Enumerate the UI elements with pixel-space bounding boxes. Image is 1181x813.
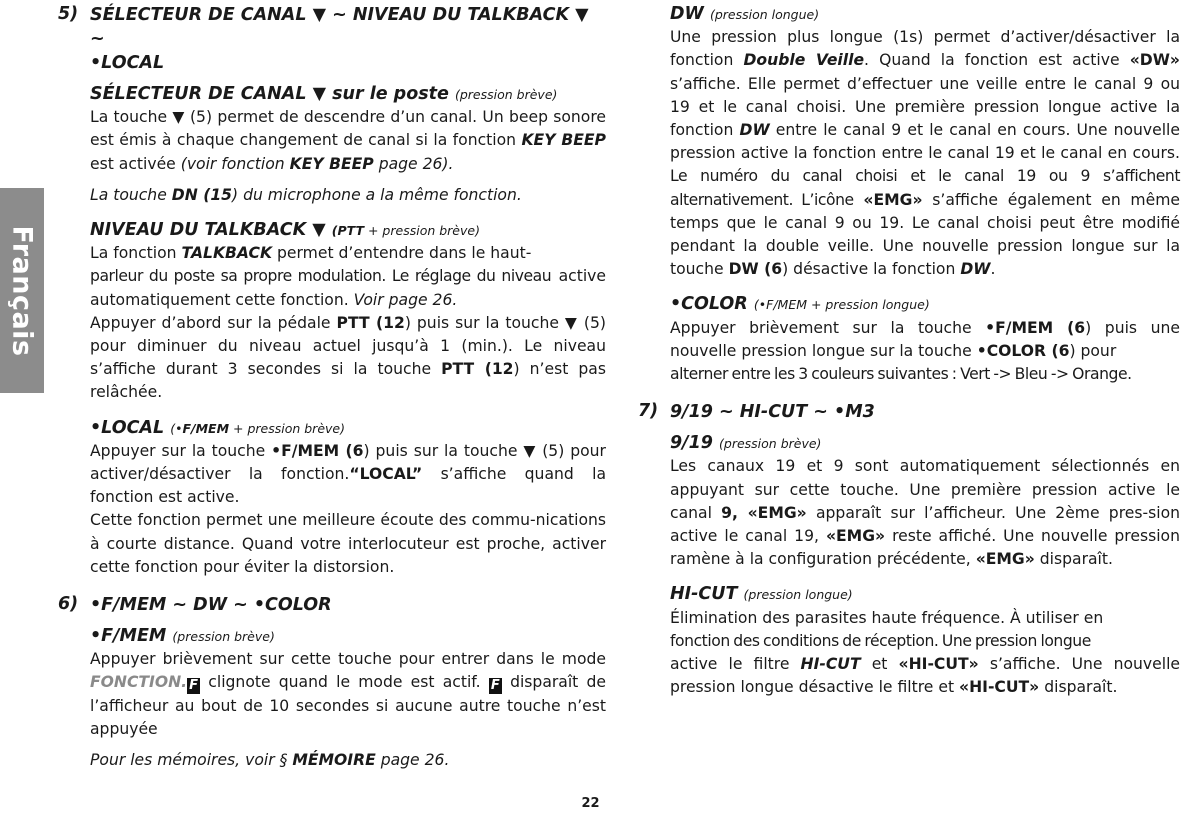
talkback-heading: NIVEAU DU TALKBACK ▼ (PTT + pression brève) (90, 220, 480, 241)
channel-9-19-heading: 9/19 (pression brève) (670, 433, 822, 454)
talkback-ptt-text: Appuyer d’abord sur la pédale PTT (12) puis sur la touche ▼ (5) pour diminuer du niveau actuel jusqu’à 1 (min.). Le niveau s’affiche durant 3 secondes si la touche PTT (12) n’est pas relâchée. (90, 313, 606, 402)
local-heading: •LOCAL (•F/MEM + pression brève) (90, 417, 345, 438)
section-7-number: 7) (638, 401, 659, 422)
section-6-number: 6) (58, 594, 79, 615)
fmem-text: Appuyer brièvement sur cette touche pour entrer dans le mode FONCTION. F clignote quand le mode est actif. F disparaît de l’afficheur au bout de 10 secondes si aucune autre touche n’est appuyée (90, 650, 606, 738)
fmem-memory-note: Pour les mémoires, voir § MÉMOIRE page 26. (90, 751, 450, 770)
channel-selector-text: La touche ▼ (5) permet de descendre d’un canal. Un beep sonore est émis à chaque changement de canal si la fonction KEY BEEP est activée (voir fonction KEY BEEP page 26). (90, 108, 606, 173)
language-tab (0, 188, 44, 393)
dw-text: Une pression plus longue (1s) permet d’activer/désactiver la fonction Double Veille. Quand la fonction est active «DW» s’affiche. Elle permet d’effectuer une veille entre le canal 9 ou 19 et le canal choisi. Une première pression longue active la fonction DW entre le canal 9 et le canal en cours. Une nouvelle pression active la fonction entre le canal 19 et le canal en cours. Le numéro du canal choisi et le canal 19 ou 9 s’affichent alternativement. L’icône «EMG» s’affiche également en même temps que le canal 9 ou 19. Le canal choisi peut être modifié pendant la double veille. Une nouvelle pression longue sur la touche DW (6) désactive la fonction DW. (670, 28, 1180, 279)
section-7 (638, 400, 1180, 699)
section-7-title: 9/19 ~ HI-CUT ~ •M3 (670, 402, 875, 423)
talkback-text: La fonction TALKBACK permet d’entendre dans le haut- parleur du poste sa propre modulation. Le réglage du niveau active automatiquement cette fonction. Voir page 26. (90, 244, 606, 309)
left-column (58, 0, 606, 772)
fmem-heading: •F/MEM (pression brève) (90, 626, 275, 647)
section-5 (58, 3, 606, 579)
channel-9-19-text: Les canaux 19 et 9 sont automatiquement sélectionnés en appuyant sur cette touche. Une première pression active le canal 9, «EMG» apparaît sur l’afficheur. Une 2ème pres-sion active le canal 19, «EMG» reste affiché. Une nouvelle pression ramène à la configuration précédente, «EMG» disparaît. (670, 457, 1180, 569)
channel-selector-heading: SÉLECTEUR DE CANAL ▼ sur le poste (pression brève) (90, 84, 558, 104)
hicut-heading: HI-CUT (pression longue) (670, 584, 853, 605)
section-5-title: SÉLECTEUR DE CANAL ▼ ~ NIVEAU DU TALKBACK ▼ ~ •LOCAL (90, 5, 589, 73)
dw-heading: DW (pression longue) (670, 4, 820, 24)
right-column (638, 0, 1180, 699)
color-heading: •COLOR (•F/MEM + pression longue) (670, 294, 930, 315)
f-indicator-icon: F (489, 678, 502, 694)
page-number: 22 (581, 796, 600, 811)
channel-selector-mic-note: La touche DN (15) du microphone a la même fonction. (90, 185, 522, 204)
language-tab-label: Français (6, 224, 38, 357)
section-6 (58, 593, 606, 772)
color-text: Appuyer brièvement sur la touche •F/MEM (6) puis une nouvelle pression longue sur la touche •COLOR (6) pour alterner entre les 3 couleurs suivantes : Vert -> Bleu -> Orange. (670, 318, 1180, 384)
f-indicator-icon: F (187, 678, 200, 694)
hicut-text: Élimination des parasites haute fréquence. À utiliser en fonction des conditions de réception. Une pression longue active le filtre HI-CUT et «HI-CUT» s’affiche. Une nouvelle pression longue désactive le filtre et «HI-CUT» disparaît. (670, 608, 1180, 697)
section-6-title: •F/MEM ~ DW ~ •COLOR (90, 595, 332, 616)
local-description: Cette fonction permet une meilleure écoute des commu-nications à courte distance. Quand votre interlocuteur est proche, activer cette fonction pour éviter la distorsion. (90, 511, 606, 576)
dw-block (638, 3, 1180, 386)
local-text: Appuyer sur la touche •F/MEM (6) puis sur la touche ▼ (5) pour activer/désactiver la fonction.“LOCAL” s’affiche quand la fonction est active. (90, 441, 607, 507)
section-5-number: 5) (58, 4, 79, 24)
